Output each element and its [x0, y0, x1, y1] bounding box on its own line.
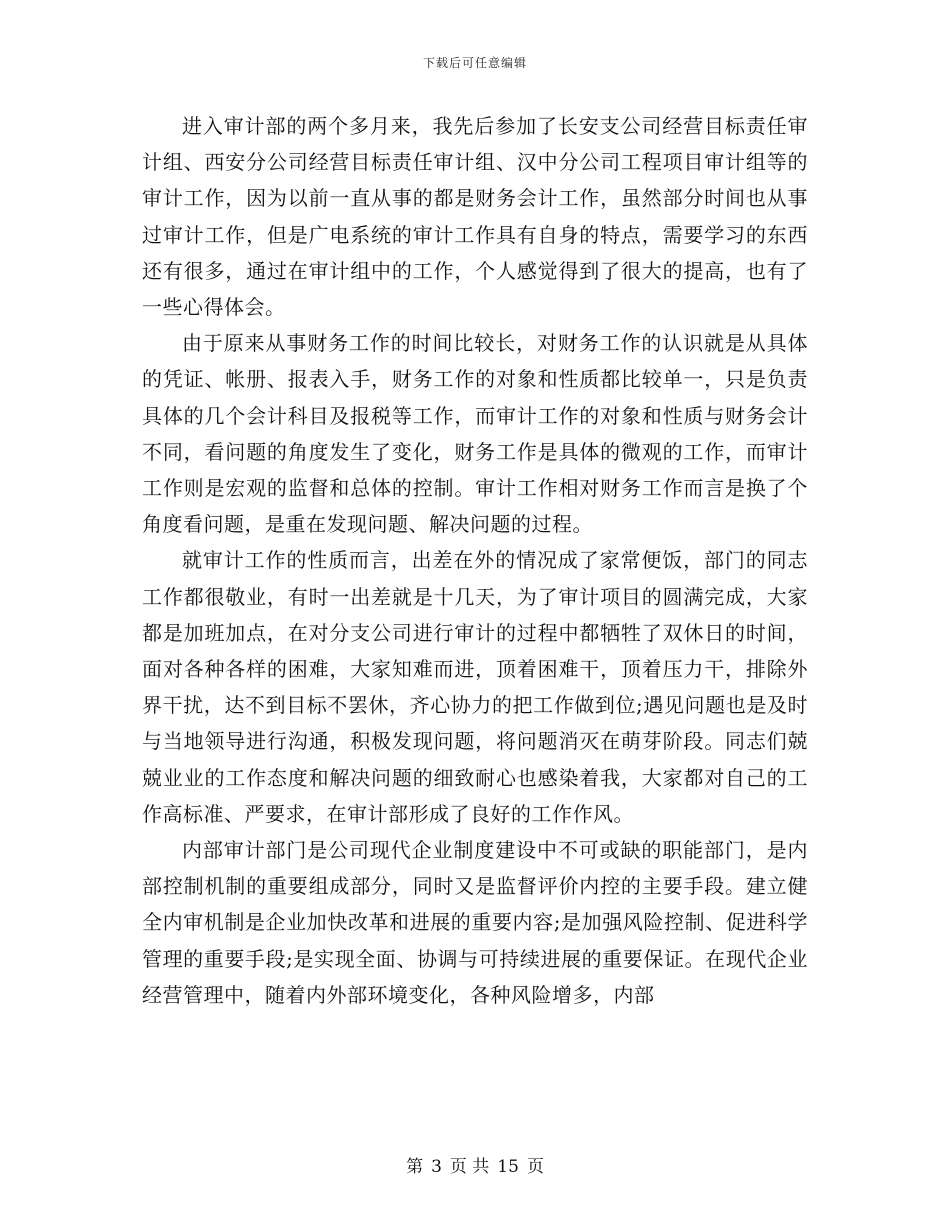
paragraph-4: 内部审计部门是公司现代企业制度建设中不可或缺的职能部门，是内部控制机制的重要组成部分，同时又是监督评价内控的主要手段。建立健全内审机制是企业加快改革和进展的重要内容;是加强风险控制、促进科学管理的重要手段;是实现全面、协调与可持续进展的重要保证。在现代企业经营管理中，随着内外部环境变化，各种风险增多，内部 — [142, 838, 808, 1007]
footer-current-page: 3 — [431, 1157, 442, 1177]
footer-total-pages: 15 — [497, 1157, 519, 1177]
footer-middle: 页 共 — [449, 1157, 490, 1177]
page-footer — [0, 1152, 950, 1177]
page-header: 下载后可任意编辑 — [422, 56, 527, 70]
paragraph-3: 就审计工作的性质而言，出差在外的情况成了家常便饭，部门的同志工作都很敬业，有时一出差就是十几天，为了审计项目的圆满完成，大家都是加班加点，在对分支公司进行审计的过程中都牺牲了双休日的时间，面对各种各样的困难，大家知难而进，顶着困难干，顶着压力干，排除外界干扰，达不到目标不罢休，齐心协力的把工作做到位;遇见问题也是及时与当地领导进行沟通，积极发现问题，将问题消灭在萌芽阶段。同志们兢兢业业的工作态度和解决问题的细致耐心也感染着我，大家都对自己的工作高标准、严要求，在审计部形成了良好的工作作风。 — [142, 548, 808, 826]
document-body — [142, 108, 808, 1013]
paragraph-2: 由于原来从事财务工作的时间比较长，对财务工作的认识就是从具体的凭证、帐册、报表入手，财务工作的对象和性质都比较单一，只是负责具体的几个会计科目及报税等工作，而审计工作的对象和性质与财务会计不同，看问题的角度发生了变化，财务工作是具体的微观的工作，而审计工作则是宏观的监督和总体的控制。审计工作相对财务工作而言是换了个角度看问题，是重在发现问题、解决问题的过程。 — [142, 331, 808, 537]
paragraph-1: 进入审计部的两个多月来，我先后参加了长安支公司经营目标责任审计组、西安分公司经营目标责任审计组、汉中分公司工程项目审计组等的审计工作，因为以前一直从事的都是财务会计工作，虽然部分时间也从事过审计工作，但是广电系统的审计工作具有自身的特点，需要学习的东西还有很多，通过在审计组中的工作，个人感觉得到了很大的提高，也有了一些心得体会。 — [142, 114, 808, 320]
footer-prefix: 第 — [406, 1157, 424, 1177]
footer-suffix: 页 — [526, 1157, 544, 1177]
